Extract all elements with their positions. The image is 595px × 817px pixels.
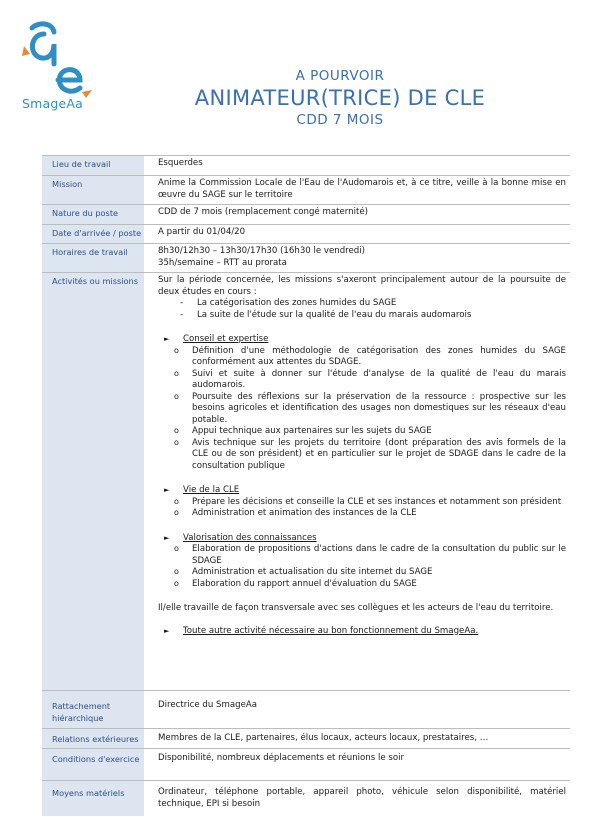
list-item: o Suivi et suite à donner sur l'étude d'analyse de la qualité de l'eau du marais audomarois. xyxy=(174,369,566,392)
row-label: Horaires de travail xyxy=(42,244,145,272)
final-activity-text: Toute autre activité nécessaire au bon fonctionnement du SmageAa. xyxy=(183,625,479,636)
row-activites xyxy=(42,272,570,690)
row-label: Moyens matériels xyxy=(42,781,145,816)
row-date xyxy=(42,224,570,243)
row-lieu xyxy=(42,155,570,175)
row-value: Disponibilité, nombreux déplacements et réunions le soir xyxy=(158,753,405,763)
row-value: Esquerdes xyxy=(158,158,203,168)
row-label: Date d'arrivée / poste xyxy=(42,225,145,243)
list-item: o Poursuite des réflexions sur la préservation de la ressource : prospective sur les besoins agricoles et identification des usages non domestiques sur les réseaux d'eau potable. xyxy=(174,392,566,427)
section-heading xyxy=(158,533,566,545)
row-nature xyxy=(42,204,570,224)
title-line-3: CDD 7 MOIS xyxy=(296,112,384,128)
section-conseil xyxy=(158,334,566,472)
logo-brand-text: SmageAa xyxy=(22,96,84,111)
section-title: Conseil et expertise xyxy=(183,334,269,344)
section-list xyxy=(174,544,566,590)
final-activity-note xyxy=(158,626,566,638)
section-heading xyxy=(158,334,566,346)
section-heading xyxy=(158,485,566,497)
page-title: ANIMATEUR(TRICE) DE CLE xyxy=(194,86,486,110)
transversal-paragraph: Il/elle travaille de façon transversale avec ses collègues et les acteurs de l'eau du territoire. xyxy=(158,603,554,613)
row-mission xyxy=(42,175,570,204)
list-item: o Prépare les décisions et conseille la CLE et ses instances et notamment son président xyxy=(174,497,566,509)
row-value: Anime la Commission Locale de l'Eau de l'Audomarois et, à ce titre, veille à la bonne mise en œuvre du SAGE sur le territoire xyxy=(158,178,566,200)
list-item: - La catégorisation des zones humides du SAGE xyxy=(180,298,566,310)
row-horaires xyxy=(42,243,570,272)
row-label: Nature du poste xyxy=(42,205,145,224)
row-label: Lieu de travail xyxy=(42,156,145,175)
list-item: o Administration et actualisation du site internet du SAGE xyxy=(174,567,566,579)
section-title: Vie de la CLE xyxy=(183,485,240,495)
arrow-bullet-icon: ► xyxy=(164,486,170,494)
list-item: o Elaboration de propositions d'actions dans le cadre de la consultation du public sur le SDAGE xyxy=(174,544,566,567)
list-item: o Définition d'une méthodologie de catégorisation des zones humides du SAGE conformément aux attentes du SDAGE. xyxy=(174,346,566,369)
section-list xyxy=(174,346,566,473)
row-rattachement xyxy=(42,690,570,728)
arrow-bullet-icon: ► xyxy=(164,626,170,635)
horaires-line-1: 8h30/12h30 – 13h30/17h30 (16h30 le vendredi) xyxy=(158,246,365,256)
row-label: Relations extérieures xyxy=(42,729,145,748)
row-value xyxy=(158,275,566,637)
row-value: Membres de la CLE, partenaires, élus locaux, acteurs locaux, prestataires, … xyxy=(158,733,489,743)
row-label: Rattachement hiérarchique xyxy=(42,691,145,728)
list-item: - La suite de l'étude sur la qualité de l'eau du marais audomarois xyxy=(180,310,566,322)
list-item: o Elaboration du rapport annuel d'évaluation du SAGE xyxy=(174,579,566,591)
row-value: CDD de 7 mois (remplacement congé maternité) xyxy=(158,207,368,217)
row-value: A partir du 01/04/20 xyxy=(158,227,246,237)
list-item: o Administration et animation des instances de la CLE xyxy=(174,508,566,520)
section-valorisation xyxy=(158,533,566,591)
row-value: Directrice du SmageAa xyxy=(158,700,258,710)
job-title-block xyxy=(150,68,530,128)
list-item: o Avis technique sur les projets du territoire (dont préparation des avis formels de la CLE ou de son président) et en particulier sur le projet de SDAGE dans le cadre de la consultation publique xyxy=(174,438,566,473)
row-conditions xyxy=(42,748,570,780)
etudes-list xyxy=(180,298,566,321)
section-title: Valorisation des connaissances xyxy=(183,532,317,543)
row-relations xyxy=(42,728,570,748)
activites-intro: Sur la période concernée, les missions s'axeront principalement autour de la poursuite de deux études en cours : xyxy=(158,275,566,297)
row-label: Mission xyxy=(42,176,145,204)
row-label: Activités ou missions xyxy=(42,273,145,690)
row-moyens xyxy=(42,780,570,816)
section-list xyxy=(174,497,566,520)
horaires-line-2: 35h/semaine – RTT au prorata xyxy=(158,257,287,268)
section-vie-cle xyxy=(158,485,566,520)
title-line-1: A POURVOIR xyxy=(295,68,385,84)
row-value xyxy=(158,246,566,269)
list-item: o Appui technique aux partenaires sur les sujets du SAGE xyxy=(174,426,566,438)
row-value: Ordinateur, téléphone portable, appareil photo, véhicule selon disponibilité, matériel technique, EPI si besoin xyxy=(158,787,566,809)
arrow-bullet-icon: ► xyxy=(164,533,170,542)
row-label: Conditions d'exercice xyxy=(42,749,145,780)
arrow-bullet-icon: ► xyxy=(164,335,170,343)
